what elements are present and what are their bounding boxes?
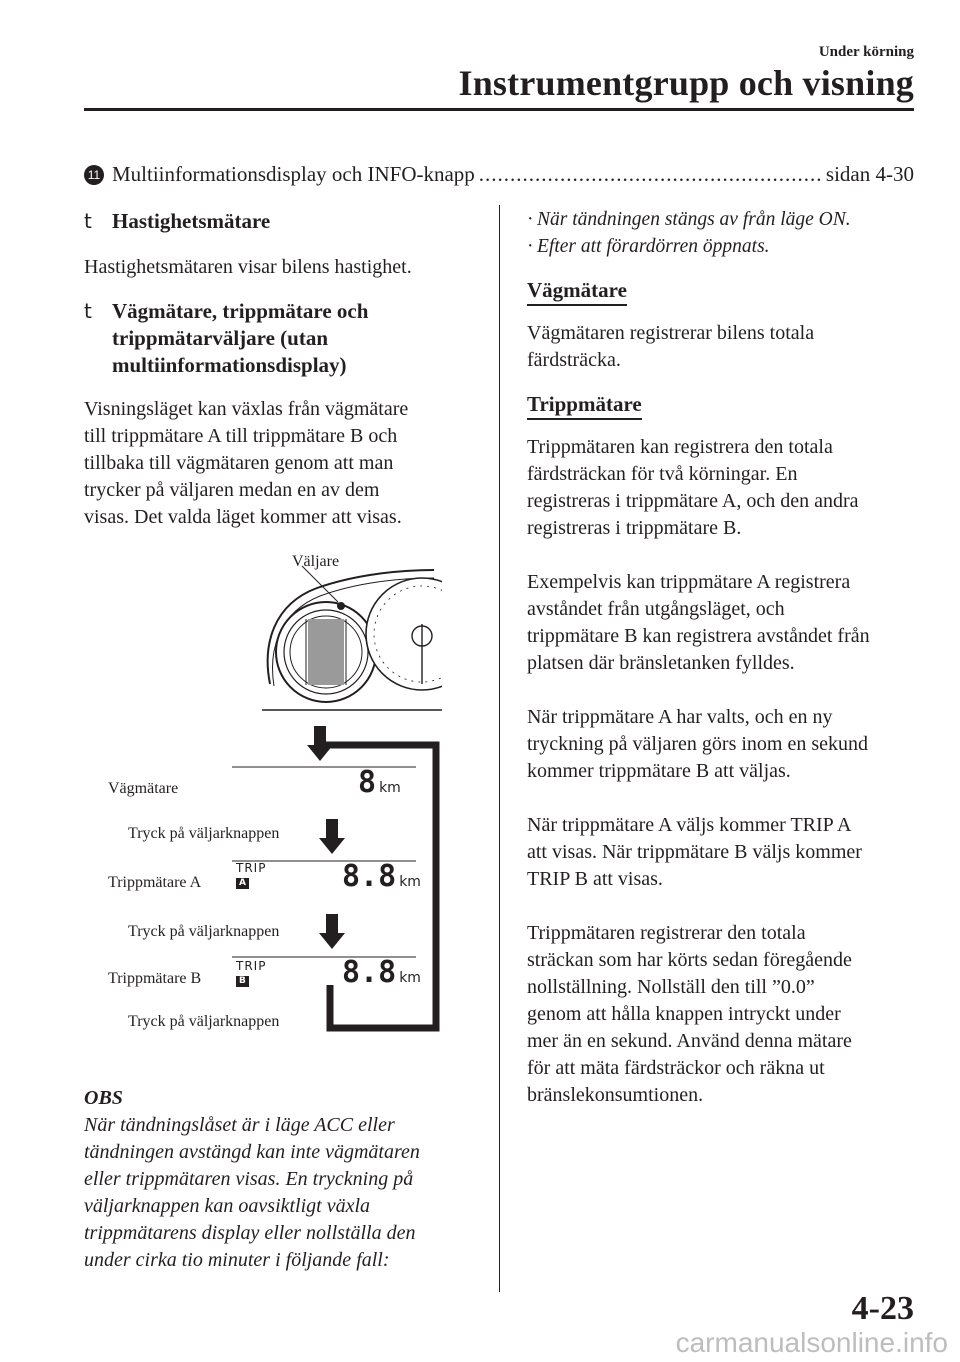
- toc-entry-text: Multiinformationsdisplay och INFO-knapp: [112, 162, 475, 186]
- text-line: När trippmätare A väljs kommer TRIP A: [527, 814, 852, 836]
- circled-number-icon: 11: [84, 165, 104, 185]
- text-line: bränslekonsumtionen.: [527, 1084, 704, 1106]
- text-line: Visningsläget kan växlas från vägmätare: [84, 398, 409, 420]
- section-label: Under körning: [818, 44, 914, 60]
- text-line: registreras i trippmätare A, och den andra: [527, 490, 859, 512]
- text-line: Vägmätaren registrerar bilens totala: [527, 322, 815, 344]
- text-line: tryckning på väljaren görs inom en sekund: [527, 733, 869, 755]
- heading-line: trippmätarväljare (utan: [112, 326, 328, 350]
- text-line: När trippmätare A har valts, och en ny: [527, 706, 833, 728]
- heading-bullet-icon: t: [84, 299, 92, 323]
- press-selector-label: Tryck på väljarknappen: [128, 923, 280, 940]
- text-line: till trippmätare A till trippmätare B och: [84, 425, 398, 447]
- trip-meter-subheading: Trippmätare: [527, 391, 642, 420]
- heading-text: Hastighetsmätare: [112, 209, 271, 233]
- text-line: färdsträcka.: [527, 349, 621, 371]
- paragraph: [527, 812, 917, 893]
- heading-speedometer: [84, 208, 479, 235]
- odometer-display: [358, 765, 401, 803]
- obs-title: OBS: [84, 1087, 123, 1109]
- trip-b-value: 8.8: [342, 955, 397, 990]
- arrow-down-icon: [319, 819, 345, 854]
- text-line: sträckan som har körts sedan föregående: [527, 949, 852, 971]
- trip-b-badge: B: [236, 976, 249, 987]
- trip-word: TRIP: [236, 861, 267, 875]
- paragraph: [527, 434, 917, 542]
- paragraph: [527, 704, 917, 785]
- trip-a-badge: A: [236, 878, 249, 889]
- obs-note: [84, 1085, 484, 1274]
- unit-label: km: [399, 874, 421, 890]
- unit-label: km: [399, 970, 421, 986]
- trip-b-indicator: [236, 960, 266, 987]
- press-selector-label: Tryck på väljarknappen: [128, 825, 280, 842]
- paragraph: [84, 396, 479, 531]
- text-line: genom att hålla knappen intryckt under: [527, 1003, 841, 1025]
- obs-line: När tändningslåset är i läge ACC eller: [84, 1114, 395, 1136]
- heading-odometer-trip: [84, 298, 479, 379]
- text-line: Trippmätaren registrerar den totala: [527, 922, 806, 944]
- page-number: 4-23: [851, 1290, 914, 1327]
- text-line: registreras i trippmätare B.: [527, 517, 742, 539]
- toc-entry: [84, 162, 914, 187]
- odometer-value: 8: [358, 765, 377, 800]
- paragraph: [527, 320, 917, 374]
- text-line: trippmätare B kan registrera avståndet från: [527, 625, 870, 647]
- list-item: · När tändningen stängs av från läge ON.: [527, 209, 851, 230]
- heading-line: Vägmätare, trippmätare och: [112, 299, 369, 323]
- trip-a-label: Trippmätare A: [108, 874, 202, 891]
- text-line: tillbaka till vägmätaren genom att man: [84, 452, 394, 474]
- text-line: visas. Det valda läget kommer att visas.: [84, 506, 402, 528]
- press-selector-label: Tryck på väljarknappen: [128, 1013, 280, 1030]
- selector-label: Väljare: [292, 553, 340, 570]
- page-title: Instrumentgrupp och visning: [458, 63, 914, 103]
- paragraph: [527, 569, 917, 677]
- text-line: Exempelvis kan trippmätare A registrera: [527, 571, 851, 593]
- unit-label: km: [379, 780, 401, 796]
- watermark: carmanualsonline.info: [675, 1327, 948, 1358]
- paragraph: Hastighetsmätaren visar bilens hastighet.: [84, 256, 412, 278]
- odometer-subheading: Vägmätare: [527, 277, 627, 306]
- text-line: för att mäta färdsträckor och räkna ut: [527, 1057, 825, 1079]
- title-rule: [84, 108, 914, 111]
- obs-line: under cirka tio minuter i följande fall:: [84, 1249, 390, 1271]
- trip-b-display: [342, 955, 421, 993]
- text-line: trycker på väljaren medan en av dem: [84, 479, 380, 501]
- text-line: färdsträckan för två körningar. En: [527, 463, 798, 485]
- text-line: kommer trippmätare B att väljas.: [527, 760, 791, 782]
- heading-line: multiinformationsdisplay): [112, 353, 347, 377]
- paragraph: [527, 920, 917, 1109]
- right-column: [527, 206, 917, 1109]
- arrow-down-icon: [319, 914, 345, 949]
- trip-a-value: 8.8: [342, 859, 397, 894]
- text-line: nollställning. Nollställ den till ”0.0”: [527, 976, 815, 998]
- trip-b-label: Trippmätare B: [108, 970, 202, 987]
- trip-a-display: [342, 859, 421, 897]
- text-line: att visas. När trippmätare B väljs kommer: [527, 841, 862, 863]
- column-divider: [499, 205, 500, 1292]
- trip-word: TRIP: [236, 959, 267, 973]
- obs-line: tändningen avstängd kan inte vägmätaren: [84, 1141, 420, 1163]
- text-line: platsen där bränsletanken fylldes.: [527, 652, 795, 674]
- list-item: · Efter att förardörren öppnats.: [527, 236, 770, 257]
- left-column: [84, 206, 479, 531]
- obs-line: eller trippmätaren visas. En tryckning på: [84, 1168, 414, 1190]
- text-line: avståndet från utgångsläget, och: [527, 598, 785, 620]
- obs-line: trippmätarens display eller nollställa den: [84, 1222, 416, 1244]
- toc-entry-page: sidan 4-30: [825, 162, 914, 186]
- odometer-label: Vägmätare: [108, 780, 179, 797]
- instrument-cluster-illustration: [262, 564, 442, 714]
- heading-bullet-icon: t: [84, 209, 92, 233]
- trip-a-indicator: [236, 862, 266, 889]
- text-line: TRIP B att visas.: [527, 868, 663, 890]
- text-line: Trippmätaren kan registrera den totala: [527, 436, 833, 458]
- text-line: mer än en sekund. Använd denna mätare: [527, 1030, 852, 1052]
- toc-leader-dots: [479, 162, 822, 187]
- obs-line: väljarknappen kan oavsiktligt växla: [84, 1195, 371, 1217]
